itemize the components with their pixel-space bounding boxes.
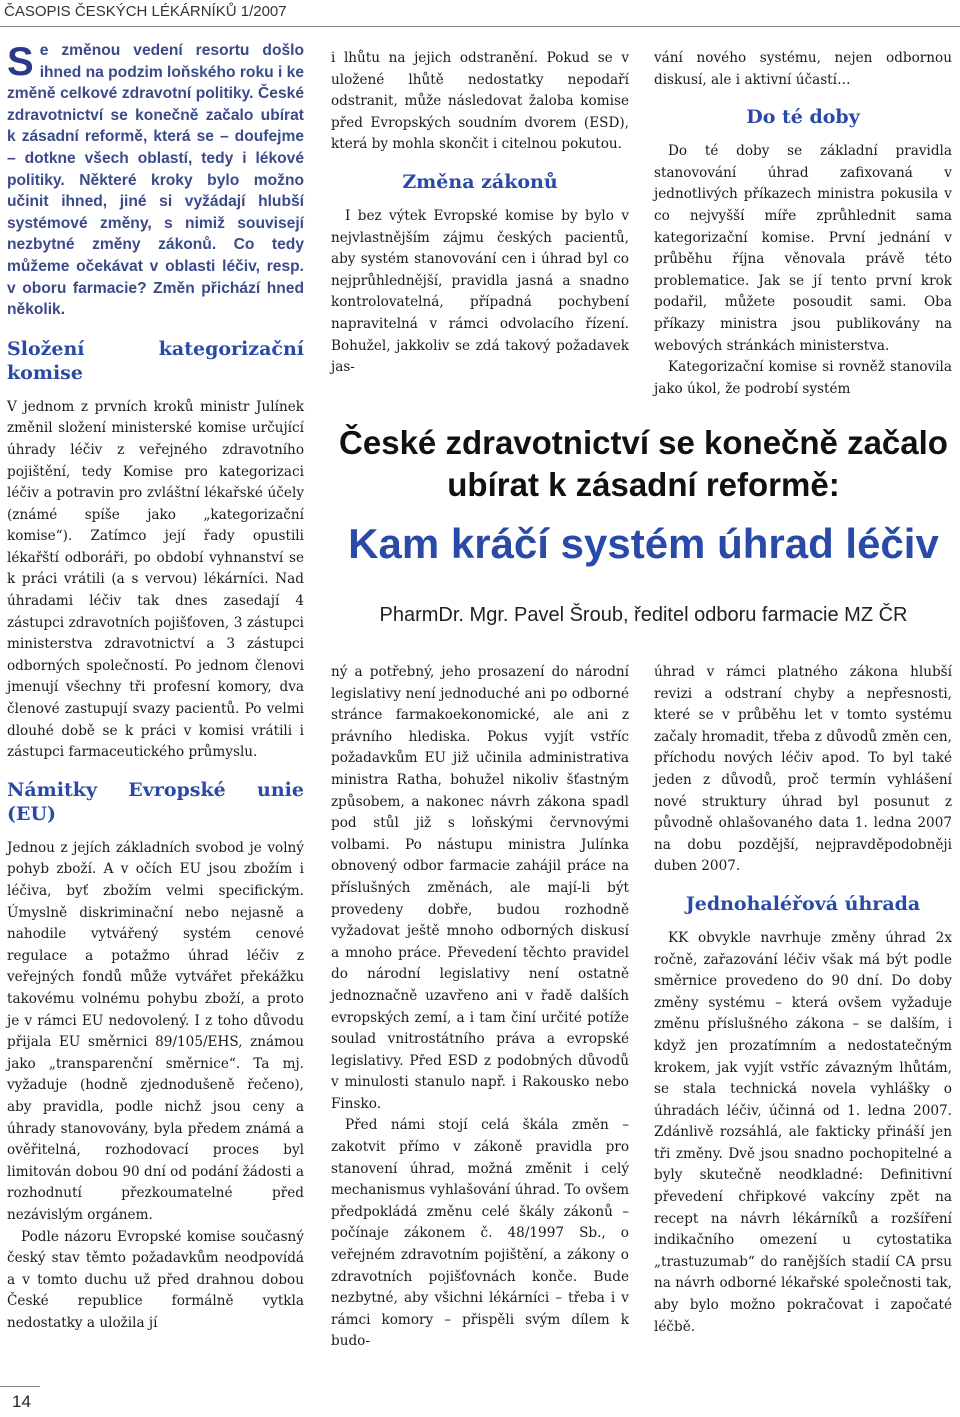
section-heading-until-then: Do té doby <box>746 106 860 129</box>
column-2-top <box>331 48 629 379</box>
article-subtitle: Kam kráčí systém úhrad léčiv <box>348 520 939 567</box>
column-3-top <box>654 48 952 400</box>
journal-header: ČASOPIS ČESKÝCH LÉKÁRNÍKŮ 1/2007 <box>4 3 287 20</box>
lead-text: e změnou vedení resortu došlo ihned na podzim loňského roku i ke změně celkové zdravotní politiky. České zdravotnictví se konečně začalo ubírat k zásadní reformě, která se – doufejme – dotkne všech oblastí, tedy i lékové politiky. Některé kroky bylo možno učinit ihned, jiné si vyžádají hlubší systémové změny, s nimiž souvisejí nezbytné změny zákonů. Co tedy můžeme očekávat v oblasti léčiv, resp. v oboru farmacie? Změn přichází hned několik. <box>7 42 304 319</box>
column-3-bottom <box>654 662 952 1338</box>
section-heading-eu-objections: Námitky Evropské unie (EU) <box>7 778 304 825</box>
paragraph: Podle názoru Evropské komise současný český stav těmto požadavkům neodpovídá a v tomto duchu už před drahnou dobou České republice formálně vytkla nedostatky a uložila jí <box>7 1228 304 1331</box>
article-author: PharmDr. Mgr. Pavel Šroub, ředitel odboru farmacie MZ ČR <box>379 604 908 626</box>
paragraph: Kategorizační komise si rovněž stanovila jako úkol, že podrobí systém <box>654 359 952 397</box>
paragraph: úhrad v rámci platného zákona hlubší revizi a odstraní chyby a nepřesnosti, které se v průběhu let v tomto systému začaly hromadit, třeba z důvodů změn cen, příchodu nových léčiv apod. To byl také jeden z důvodů, proč termín vyhlášení nové struktury úhrad byl posunut z původně ohlašovaného data 1. ledna 2007 na dobu pozdější, nejpravděpodobněji duben 2007. <box>654 664 952 875</box>
paragraph: Jednou z jejích základních svobod je volný pohyb zboží. A v očích EU jsou zbožím i léčiva, byť zbožím velmi specifickým. Úmyslně diskriminační nebo nejasně a nahodile vytvářený systém cenové regulace a potažmo úhrad léčiv z veřejných fondů může vytvářet překážku takovému volnému pohybu zboží, a proto je v rámci EU nedovolený. I z toho důvodu přijala EU směrnici 89/105/EHS, známou jako „transparenční směrnice“. Ta mj. vyžaduje (hodně zjednodušeně řečeno), aby pravidla, podle nichž jsou ceny a úhrady stanovovány, byla předem známá a ověřitelná, rozhodovací proces byl limitován dobou 90 dní od podání žádosti a rozhodnutí přezkoumatelné před nezávislým orgánem. <box>7 839 304 1223</box>
paragraph: i lhůtu na jejich odstranění. Pokud se v uložené lhůtě nedostatky nepodaří odstranit, může následovat žaloba komise před Evropských soudním dvorem (ESD), která by mohla skončit i citelnou pokutou. <box>331 50 629 153</box>
paragraph: I bez výtek Evropské komise by bylo v nejvlastnějším zájmu českých pacientů, aby systém stanovování cen i úhrad byl co nejprůhlednější, pravidla jasná a snadno kontrolovatelná, případná pochybení napravitelná v rámci odvolacího řízení. Bohužel, jakkoliv se zdá takový požadavek jas- <box>331 207 629 376</box>
lead-paragraph <box>7 40 304 321</box>
paragraph: ný a potřebný, jeho prosazení do národní legislativy není jednoduché ani po odborné stránce farmakoekonomické, ale ani z právního hlediska. Pokus vyjít vstříc požadavkům EU již učinila administrativa ministra Ratha, bohužel nikoliv šťastným způsobem, a nakonec návrh zákona spadl pod stůl již s loňskými červnovými volbami. Po nástupu ministra Julínka obnovený odbor farmacie zahájil práce na příslušných změnách, ale mají-li být provedeny dobře, budou rozhodně vyžadovat ještě mnoho odborných diskusí a mnoho práce. Převedení těchto pravidel do národní legislativy není ostatně jednoznačně uzavřeno ani v řadě dalších evropských zemí, a i tam činí určité potíže soulad vnitrostátního práva a evropské legislativy. Před ESD z podobných důvodů v minulosti stanulo např. i Rakousko nebo Finsko. <box>331 664 629 1112</box>
header-divider <box>0 26 960 27</box>
paragraph: Do té doby se základní pravidla stanovování úhrad zafixovaná v jednotlivých příkazech ministra pokusila v co nejvyšší míře zprůhlednit sama kategorizační komise. První jednání v průběhu října věnovala právě této problematice. Jak se jí tento první krok podařil, můžete posoudit sami. Oba příkazy ministra jsou publikovány na webových stránkách ministerstva. <box>654 143 952 354</box>
section-heading-law-changes: Změna zákonů <box>402 170 558 193</box>
section-heading-one-haler: Jednohaléřová úhrada <box>685 892 921 915</box>
paragraph: V jednom z prvních kroků ministr Julínek změnil složení ministerské komise určující úhrady léčiv z veřejného zdravotního pojištění, tedy Komise pro kategorizaci léčiv a potravin pro zvláštní lékařské účely (známé spíše jako „kategorizační komise“). Zatímco její řady opustili lékařští odboráři, po období vyhnanství se k práci vrátili (a s vervou) lékárníci. Nad úhradami léčiv tak dnes zasedají 4 zástupci zdravotních pojišťoven, 3 zástupci ministerstva zdravotnictví a 3 zástupci odborných společností. Po jednom členovi jmenují všechny tři profesní komory, dva členové zastupují svazy pacientů. Po velmi dlouhé době se k práci v komisi vrátili i zástupci farmaceutického průmyslu. <box>7 398 304 761</box>
paragraph: vání nového systému, nejen odbornou diskusí, ale i aktivní účastí… <box>654 50 952 88</box>
column-1 <box>7 40 304 1334</box>
article-title: České zdravotnictví se konečně začalo ubírat k zásadní reformě: <box>339 424 948 503</box>
footer-divider <box>0 1386 40 1387</box>
column-2-bottom <box>331 662 629 1353</box>
page-number: 14 <box>12 1392 31 1411</box>
paragraph: KK obvykle navrhuje změny úhrad 2x ročně, zařazování léčiv však má být podle směrnice provedeno do 90 dní. Do doby změny systému – která ovšem vyžaduje změnu příslušného zákona – se dalším, i když jen prozatímním a nedostatečným krokem, jak vyjít vstříc závazným lhůtám, se stala technická novela vyhlášky o úhradách léčiv, účinná od 1. ledna 2007. Zdánlivě rozsáhlá, ale fakticky přináší jen tři změny. Dvě jsou snadno pochopitelné a byly skutečně neodkladné: Definitivní převedení chřipkové vakcíny zpět na recept na návrh lékárníků a rozšíření indikačního omezení u cytostatika „trastuzumab“ do ranějších stadií CA prsu na návrh odborné lékařské společnosti tak, aby bylo možno pokračovat i započaté léčbě. <box>654 929 952 1335</box>
section-heading-composition: Složení kategorizační komise <box>7 337 304 384</box>
paragraph: Před námi stojí celá škála změn – zakotvit přímo v zákoně pravidla pro stanovení úhrad, možná změnit i celý mechanismus vyhlašování úhrad. To ovšem předpokládá změnu celé škály zákonů – počínaje zákonem č. 48/1997 Sb., o veřejném zdravotním pojištění, a zákony o zdravotních pojišťovnách konče. Bude nezbytné, aby všichni lékárníci – třeba i v rámci komory – přispěli svým dílem k budo- <box>331 1117 629 1350</box>
drop-cap: S <box>7 40 34 84</box>
